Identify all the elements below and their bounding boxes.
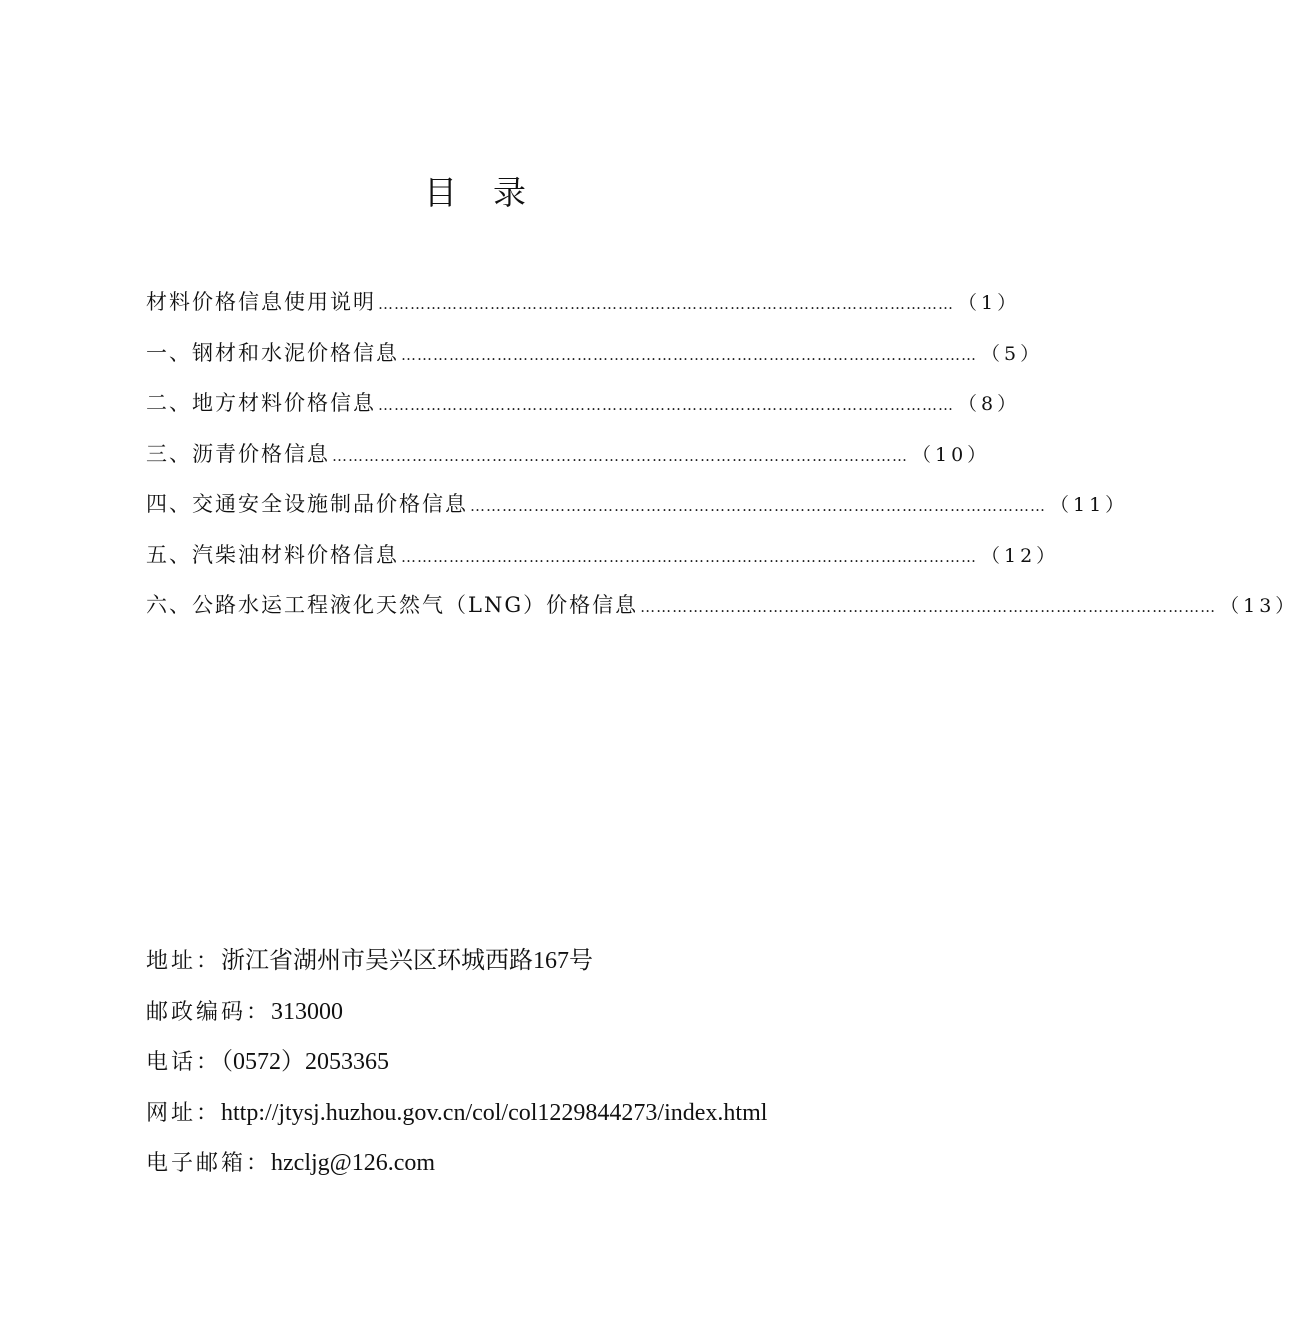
contact-phone	[146, 1039, 826, 1090]
contact-postcode	[146, 989, 826, 1040]
website-label: 网址：	[146, 1100, 222, 1126]
page-title: 目录	[424, 173, 562, 212]
toc-leader-dots: ………………………………………………………………………………………………	[401, 345, 977, 364]
email-link[interactable]: hzcljg@126.com	[271, 1150, 436, 1176]
contact-website	[146, 1090, 826, 1141]
toc-leader-dots: ………………………………………………………………………………………………	[470, 497, 1046, 515]
toc-item-asphalt[interactable]	[146, 432, 991, 483]
toc-item-page: （5）	[981, 342, 1044, 365]
phone-label: 电话：	[146, 1050, 222, 1075]
toc-item-label: 四、交通安全设施制品价格信息	[146, 492, 468, 516]
toc-leader-dots: ………………………………………………………………………………………………	[401, 547, 977, 566]
toc-item-traffic-safety[interactable]	[146, 482, 1129, 533]
postcode-value: 313000	[271, 998, 344, 1025]
toc-item-usage-notes[interactable]	[146, 280, 1021, 331]
toc-leader-dots: ………………………………………………………………………………………………	[378, 396, 954, 414]
phone-value: （0572）2053365	[221, 1049, 390, 1075]
toc-item-label: 一、钢材和水泥价格信息	[146, 340, 399, 365]
toc-item-page: （12）	[981, 544, 1060, 567]
toc-item-local-materials[interactable]	[146, 381, 1021, 432]
toc-leader-dots: ………………………………………………………………………………………………	[378, 295, 954, 313]
postcode-label: 邮政编码：	[146, 999, 272, 1025]
address-label: 地址：	[146, 949, 222, 974]
website-link[interactable]: http://jtysj.huzhou.gov.cn/col/col1229844273/index.html	[221, 1099, 768, 1126]
toc-item-page: （8）	[958, 393, 1021, 415]
toc-item-page: （11）	[1050, 494, 1129, 516]
toc-item-label: 三、沥青价格信息	[146, 441, 330, 466]
toc-item-lng[interactable]	[146, 583, 1298, 634]
toc-item-label: 材料价格信息使用说明	[146, 290, 376, 314]
toc-item-steel-cement[interactable]	[146, 331, 1044, 382]
toc-item-page: （10）	[912, 443, 991, 466]
toc-item-label: 二、地方材料价格信息	[146, 391, 376, 415]
toc-item-page: （13）	[1220, 595, 1298, 617]
contact-info	[146, 938, 826, 1191]
address-value: 浙江省湖州市吴兴区环城西路167号	[221, 948, 594, 974]
table-of-contents	[146, 280, 1298, 634]
contact-address	[146, 938, 826, 989]
toc-item-page: （1）	[958, 292, 1021, 314]
toc-item-fuel[interactable]	[146, 533, 1060, 584]
email-label: 电子邮箱：	[146, 1151, 272, 1176]
toc-item-label: 六、公路水运工程液化天然气（LNG）价格信息	[146, 593, 639, 617]
contact-email	[146, 1140, 826, 1191]
toc-item-label: 五、汽柴油材料价格信息	[146, 542, 399, 567]
toc-leader-dots: ………………………………………………………………………………………………	[332, 446, 908, 465]
toc-leader-dots: ………………………………………………………………………………………………	[640, 598, 1217, 616]
